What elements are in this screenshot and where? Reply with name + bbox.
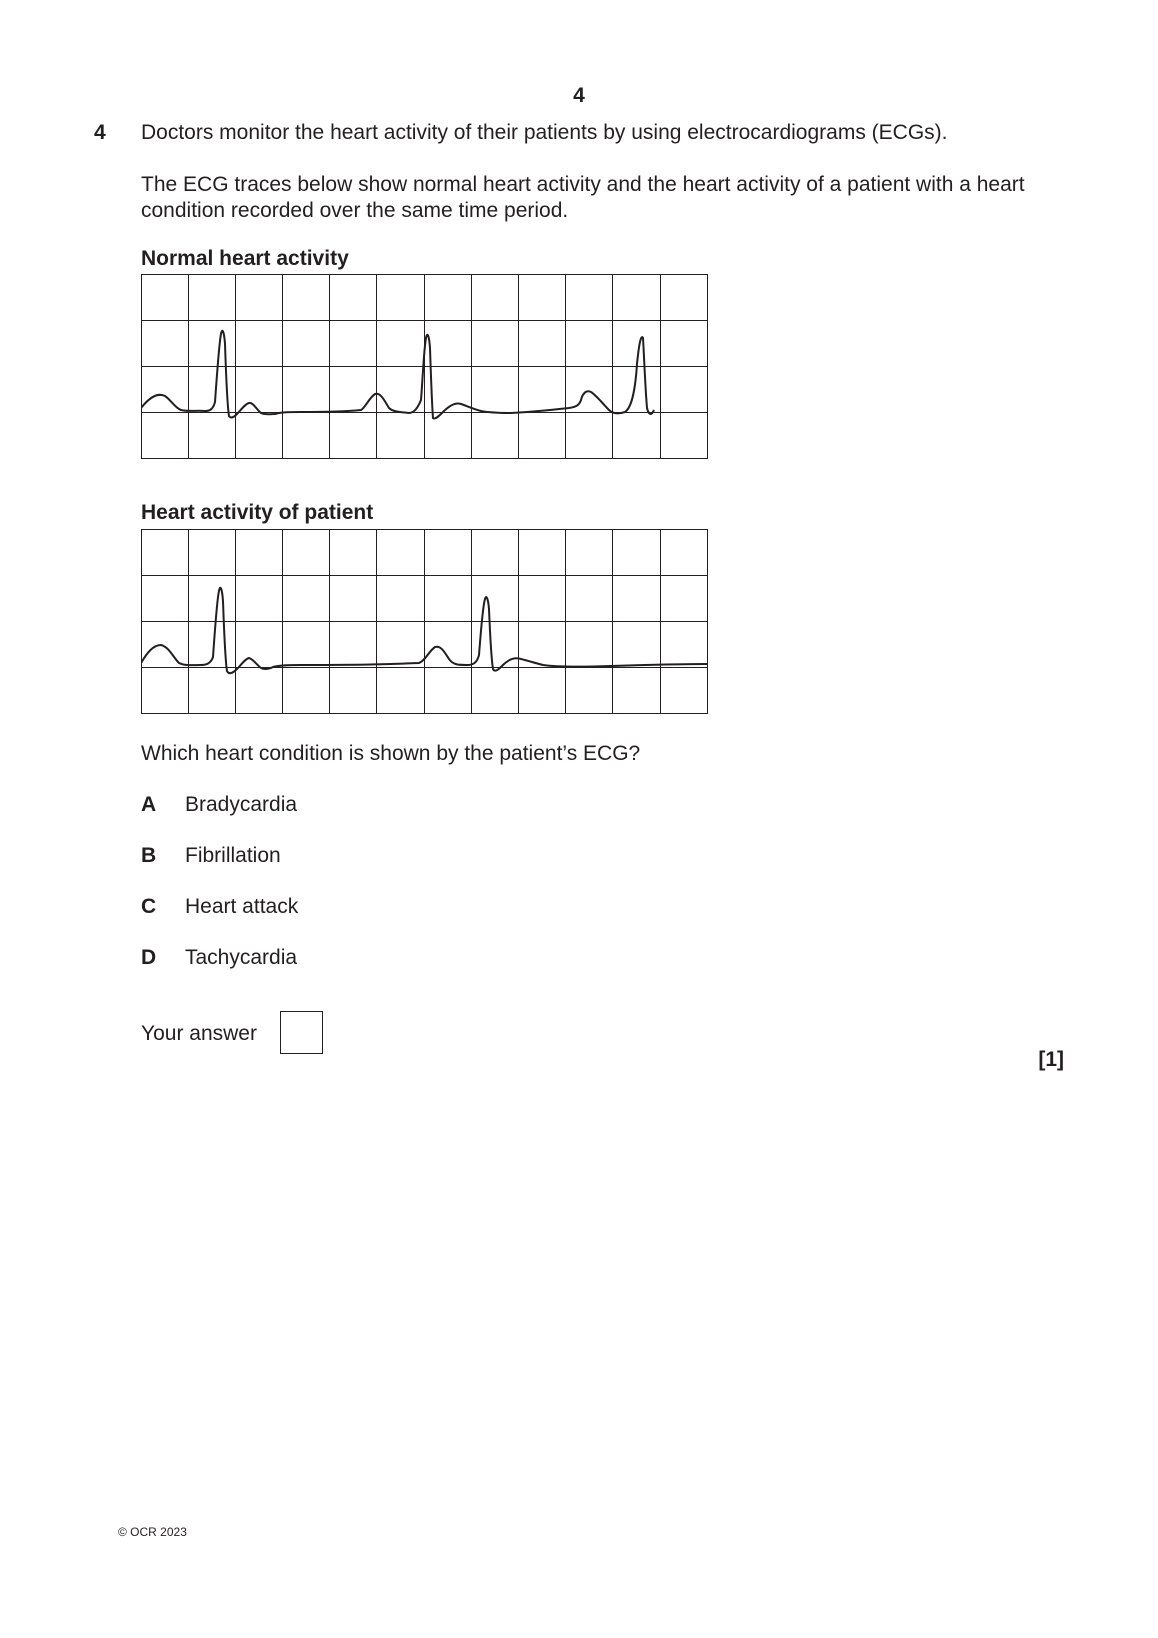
answer-label: Your answer: [141, 1022, 257, 1045]
question-text: Doctors monitor the heart activity of their patients by using electrocardiograms (ECGs).: [141, 121, 948, 144]
normal-ecg-line: [141, 331, 654, 419]
option-a-text: Bradycardia: [185, 793, 298, 816]
option-c-text: Heart attack: [185, 895, 299, 918]
answer-box[interactable]: [280, 1011, 323, 1054]
option-c-letter: C: [141, 895, 157, 918]
patient-ecg-grid: [141, 529, 708, 714]
question-number: 4: [94, 121, 106, 144]
patient-ecg-title: Heart activity of patient: [141, 501, 374, 524]
patient-ecg-trace: [141, 529, 709, 715]
option-d-letter: D: [141, 946, 157, 969]
marks: [1]: [1038, 1048, 1064, 1071]
option-b-letter: B: [141, 844, 157, 867]
normal-ecg-trace: [141, 274, 709, 460]
question-prompt: Which heart condition is shown by the patient’s ECG?: [141, 742, 641, 765]
option-a-letter: A: [141, 793, 157, 816]
option-d-text: Tachycardia: [185, 946, 298, 969]
question-intro: The ECG traces below show normal heart activity and the heart activity of a patient with a heart condition recorded over the same time period.: [141, 173, 1025, 222]
normal-ecg-title: Normal heart activity: [141, 247, 349, 270]
copyright-footer: © OCR 2023: [118, 1525, 187, 1539]
page-number: 4: [573, 84, 585, 107]
option-b-text: Fibrillation: [185, 844, 281, 867]
